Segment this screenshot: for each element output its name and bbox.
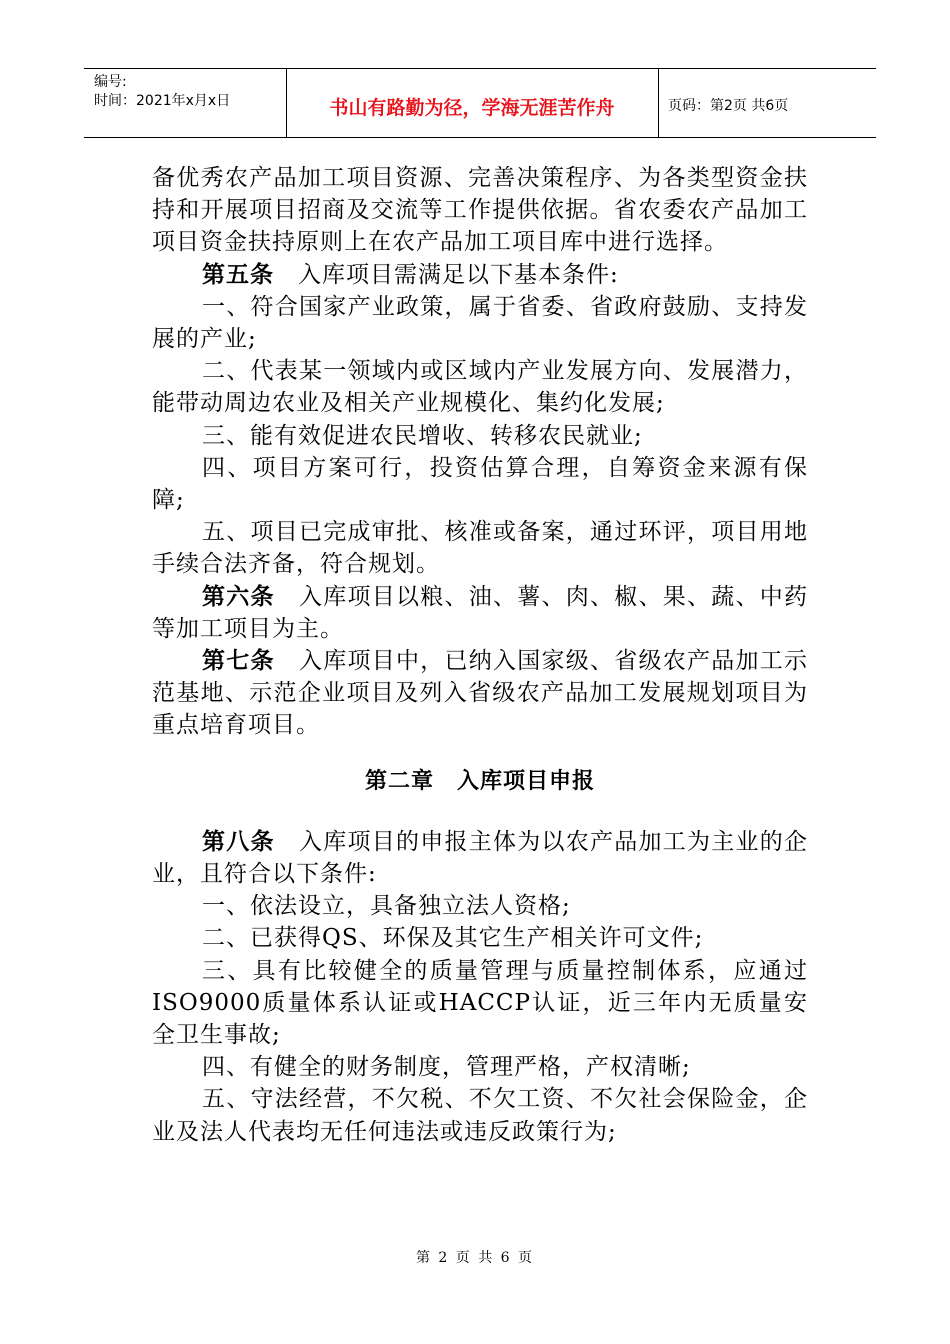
paragraph-text: 一、依法设立，具备独立法人资格; xyxy=(202,893,571,920)
header-page-code: 页码：第2页 共6页 xyxy=(668,98,789,114)
paragraph-text: 备优秀农产品加工项目资源、完善决策程序、为各类型资金扶持和开展项目招商及交流等工作提供依据。省农委农产品加工项目资金扶持原则上在农产品加工项目库中进行选择。 xyxy=(152,165,808,256)
serial-number-label: 编号: xyxy=(94,74,127,90)
date-label: 时间：2021年x月x日 xyxy=(94,93,231,109)
paragraph xyxy=(152,452,808,516)
paragraph xyxy=(152,1051,808,1083)
article-number: 第五条 xyxy=(202,260,274,288)
article-number: 第八条 xyxy=(202,827,275,855)
paragraph-text: 入库项目的申报主体为以农产品加工为主业的企业，且符合以下条件: xyxy=(152,828,808,888)
paragraph-text: 三、能有效促进农民增收、转移农民就业; xyxy=(202,422,643,449)
paragraph xyxy=(152,890,808,922)
paragraph-text: 二、代表某一领域内或区域内产业发展方向、发展潜力，能带动周边农业及相关产业规模化、集约化发展; xyxy=(152,358,808,417)
paragraph xyxy=(152,826,808,890)
header-motto: 书山有路勤为径，学海无涯苦作舟 xyxy=(329,97,615,119)
paragraph-text: 一、符合国家产业政策，属于省委、省政府鼓励、支持发展的产业; xyxy=(152,293,808,353)
paragraph xyxy=(152,291,808,355)
paragraph xyxy=(152,162,808,259)
article-number: 第六条 xyxy=(202,582,275,610)
paragraph xyxy=(152,581,808,645)
paragraph xyxy=(152,1083,808,1147)
paragraph xyxy=(152,355,808,419)
paragraph xyxy=(152,259,808,291)
paragraph xyxy=(152,645,808,742)
paragraph xyxy=(152,955,808,1052)
paragraph-text: 四、有健全的财务制度，管理严格，产权清晰; xyxy=(202,1054,691,1081)
paragraph-text: 五、守法经营，不欠税、不欠工资、不欠社会保险金，企业及法人代表均无任何违法或违反政策行为; xyxy=(152,1086,808,1145)
chapter-title: 第二章 入库项目申报 xyxy=(364,768,595,794)
paragraph-text: 五、项目已完成审批、核准或备案，通过环评，项目用地手续合法齐备，符合规划。 xyxy=(152,519,808,578)
paragraph-text: 入库项目以粮、油、薯、肉、椒、果、蔬、中药等加工项目为主。 xyxy=(152,583,808,642)
paragraph-text: 二、已获得QS、环保及其它生产相关许可文件; xyxy=(202,925,704,952)
article-number: 第七条 xyxy=(202,647,275,675)
paragraph-text: 四、项目方案可行，投资估算合理，自筹资金来源有保障; xyxy=(152,454,808,514)
paragraph xyxy=(152,922,808,954)
paragraph-text: 入库项目需满足以下基本条件: xyxy=(298,261,619,288)
page-header xyxy=(84,68,876,138)
document-body xyxy=(152,162,808,1148)
paragraph xyxy=(152,420,808,452)
paragraph-text: 入库项目中，已纳入国家级、省级农产品加工示范基地、示范企业项目及列入省级农产品加工发展规划项目为重点培育项目。 xyxy=(152,648,808,739)
paragraph xyxy=(152,516,808,580)
header-left-info xyxy=(94,73,230,111)
page-footer: 第 2 页 共 6 页 xyxy=(415,1250,535,1266)
header-divider xyxy=(658,69,659,137)
paragraph-text: 三、具有比较健全的质量管理与质量控制体系，应通过ISO9000质量体系认证或HACCP认证，近三年内无质量安全卫生事故; xyxy=(152,957,808,1049)
